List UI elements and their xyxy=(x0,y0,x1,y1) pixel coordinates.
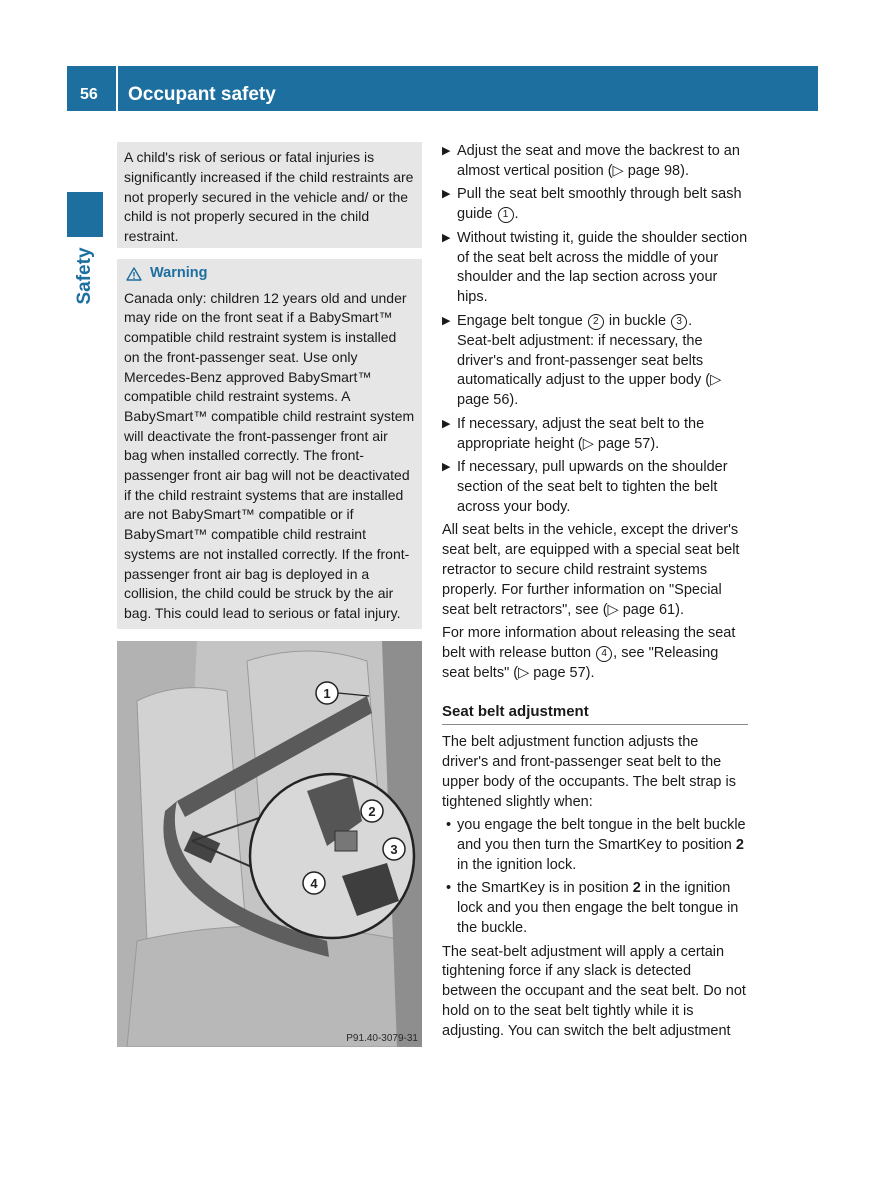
step-item: ▶ If necessary, pull upwards on the shoulder section of the seat belt to tighten the belt across your body. xyxy=(442,459,728,515)
callout-3: 3 xyxy=(390,842,398,857)
side-tab-marker xyxy=(67,192,103,237)
callout-1: 1 xyxy=(323,686,331,701)
step-item: ▶ Without twisting it, guide the shoulder section of the seat belt across the middle of your shoulder and the lap section across your hips. xyxy=(442,229,748,306)
seat-belt-illustration xyxy=(117,641,422,1047)
section-heading: Seat belt adjustment xyxy=(442,702,748,725)
paragraph: For more information about releasing the seat belt with release button 4 , see "Releasing seat belts" (▷ page 57). xyxy=(442,625,736,682)
right-column xyxy=(442,142,748,1046)
step-item: ▶ Engage belt tongue 2 in buckle 3 . Seat-belt adjustment: if necessary, the driver's and front-passenger seat belts automatically adjust to the upper body (▷ page 56). xyxy=(442,312,722,409)
side-tab-label: Safety xyxy=(74,247,95,305)
step-item: ▶ Adjust the seat and move the backrest to an almost vertical position (▷ page 98). xyxy=(442,143,740,179)
warning-triangle-icon xyxy=(126,267,142,281)
paragraph: The belt adjustment function adjusts the driver's and front-passenger seat belt to the upper body of the occupants. The belt strap is tightened slightly when: xyxy=(442,733,736,810)
step-arrow-icon: ▶ xyxy=(442,188,451,201)
paragraph: The seat-belt adjustment will apply a certain tightening force if any slack is detected between the occupant and the seat belt. Do not hold on to the seat belt tightly while it is adjusting. You can switch the belt adjustment xyxy=(442,943,746,1040)
step-arrow-icon: ▶ xyxy=(442,314,451,327)
step-arrow-icon: ▶ xyxy=(442,461,451,474)
step-arrow-icon: ▶ xyxy=(442,231,451,244)
warning-box xyxy=(117,259,422,629)
note-text: A child's risk of serious or fatal injuries is significantly increased if the child restraints are not properly secured in the vehicle and/ or the child is not properly secured in the child restraint. xyxy=(124,149,414,245)
step-item: ▶ If necessary, adjust the seat belt to the appropriate height (▷ page 57). xyxy=(442,415,705,452)
callout-4: 4 xyxy=(310,876,318,891)
callout-2: 2 xyxy=(368,804,376,819)
figure-code: P91.40-3079-31 xyxy=(346,1033,418,1044)
note-box xyxy=(117,142,422,248)
seat-belt-figure xyxy=(117,641,422,1047)
page-number: 56 xyxy=(80,86,98,103)
step-arrow-icon: ▶ xyxy=(442,417,451,430)
list-item: • the SmartKey is in position 2 in the ignition lock and you then engage the belt tongue in the buckle. xyxy=(446,880,739,937)
page-title: Occupant safety xyxy=(128,84,276,105)
warning-heading: Warning xyxy=(126,264,415,284)
paragraph: All seat belts in the vehicle, except the driver's seat belt, are equipped with a special seat belt retractor to secure child restraint systems properly. For further information on "Special seat belt retractors", see (▷ page 61). xyxy=(442,522,740,618)
header-divider xyxy=(116,66,118,111)
step-item: ▶ Pull the seat belt smoothly through belt sash guide 1 . xyxy=(442,186,742,223)
warning-text: Canada only: children 12 years old and under may ride on the front seat if a BabySmart™ compatible child restraint system is installed on the front-passenger seat. Use only Mercedes-Benz approved BabySmart™ compatible child restraint systems. A BabySmart™ compatible child restraint system will deactivate the front-passenger front air bag when installed correctly. The front-passenger front air bag will not be deactivated if the child restraint systems that are installed are not BabySmart™ compatible or if BabySmart™ compatible child restraint systems are not installed correctly. If the front-passenger front air bag is deployed in a collision, the child could be struck by the air bag. This could lead to serious or fatal injury. xyxy=(124,289,415,621)
list-item: • you engage the belt tongue in the belt buckle and you then turn the SmartKey to position 2 in the ignition lock. xyxy=(446,817,746,873)
step-arrow-icon: ▶ xyxy=(442,145,451,157)
